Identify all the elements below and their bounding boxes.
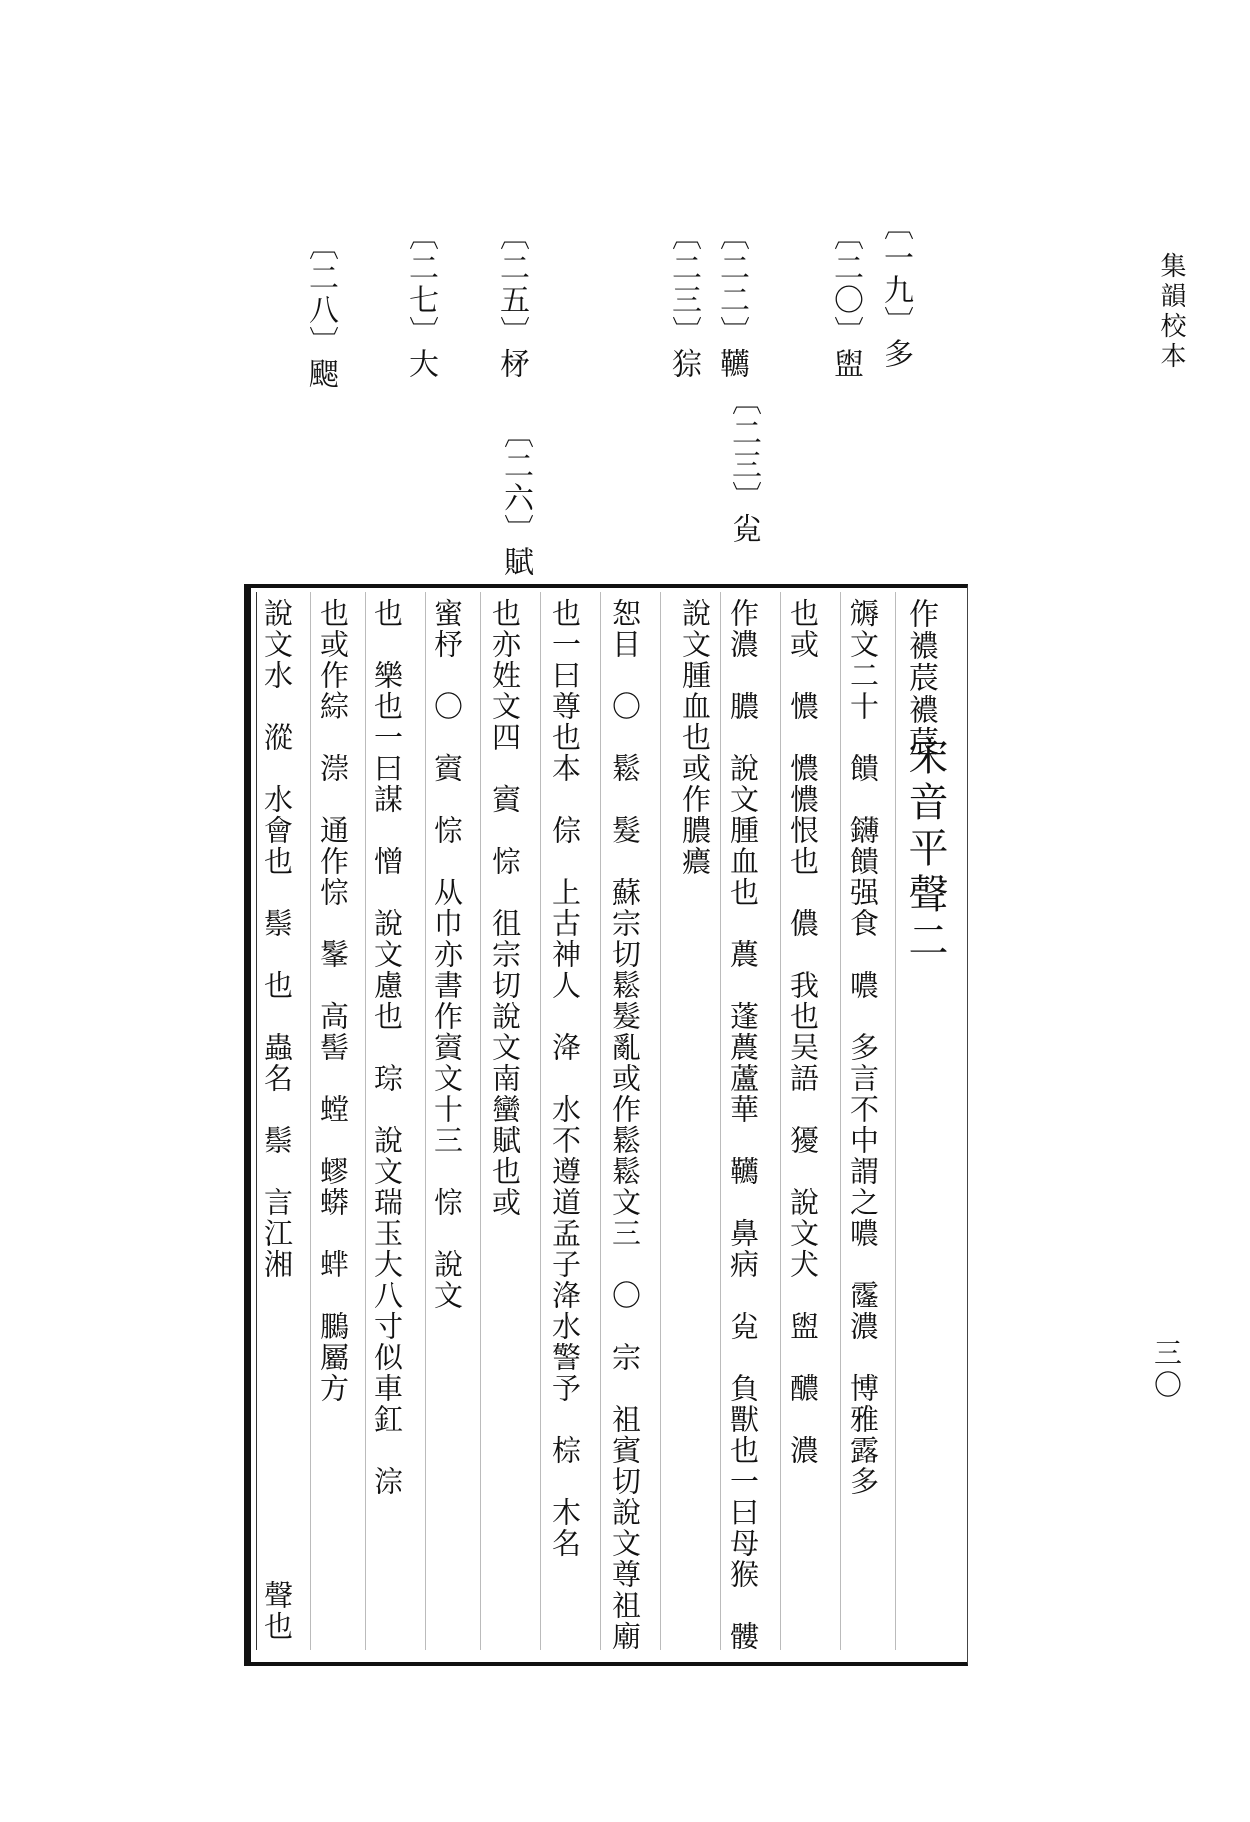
column-rule: [425, 592, 426, 1650]
note-25: 〔二五〕柕: [494, 220, 529, 380]
page-number: 三〇: [1150, 1338, 1183, 1402]
column-rule: [895, 592, 896, 1650]
text-column-11: 也或作綜 漴 通作悰 髼 高髻 螳 蟉蟒 蝆 鵩屬方: [316, 598, 350, 1404]
text-column-8: 也亦姓文四 賨 悰 徂宗切說文南蠻賦也或: [488, 598, 522, 1218]
text-column-3: 也或 憹 憹憹恨也 儂 我也吴語 獶 說文犬 盥 醲 濃: [786, 598, 820, 1466]
note-23: 〔二三〕猔: [666, 220, 701, 380]
note-26: 〔二六〕賦: [498, 418, 533, 578]
text-column-2: 䢇文二十 饋 鑮饋强食 噥 多言不中謂之噥 霳濃 博雅露多: [846, 598, 880, 1497]
text-column-1: 作襛莀襛莀: [903, 598, 938, 758]
column-rule: [480, 592, 481, 1650]
text-column-10: 也 樂也一曰謀 憎 說文慮也 琮 說文瑞玉大八寸似車釭 淙: [370, 598, 404, 1497]
text-column-5: 說文腫血也或作膿癑: [678, 598, 712, 877]
text-column-9: 蜜杼 〇 賨 悰 从巾亦書作賨文十三 悰 說文: [430, 598, 464, 1311]
note-20: 〔二〇〕盥: [828, 220, 863, 380]
text-column-4: 作濃 膿 說文腫血也 蕽 蓬蕽蘆華 韉 鼻病 㝸 負獸也一曰母猴 髏: [726, 598, 760, 1652]
note-22: 〔二二〕韉: [714, 220, 749, 380]
running-head: 集韻校本: [1156, 252, 1186, 372]
note-19: 〔一九〕多: [878, 210, 913, 370]
column-rule: [310, 592, 311, 1650]
text-column-12: 說文水 漎 水會也 鬃 也 蟲名 鬃 言江湘: [260, 598, 294, 1280]
text-column-6: 恕目 〇 鬆 髮 蘇宗切鬆髮亂或作鬆鬆文三 〇 宗 祖賓切說文尊祖廟: [608, 598, 642, 1652]
column-rule: [600, 592, 601, 1650]
column-rule: [720, 592, 721, 1650]
note-27: 〔二七〕大: [403, 220, 438, 380]
column-rule: [540, 592, 541, 1650]
column-rule: [780, 592, 781, 1650]
note-28: 〔二八〕颸: [303, 230, 338, 390]
text-column-13: 聲也: [260, 1580, 294, 1642]
column-rule: [660, 592, 661, 1650]
section-header: 宋音平聲二: [902, 735, 948, 965]
text-column-7: 也一曰尊也本 倧 上古神人 洚 水不遵道孟子洚水警予 棕 木名: [548, 598, 582, 1559]
column-rule: [365, 592, 366, 1650]
note-23b: 〔二三〕㝸: [726, 385, 761, 545]
column-rule: [840, 592, 841, 1650]
